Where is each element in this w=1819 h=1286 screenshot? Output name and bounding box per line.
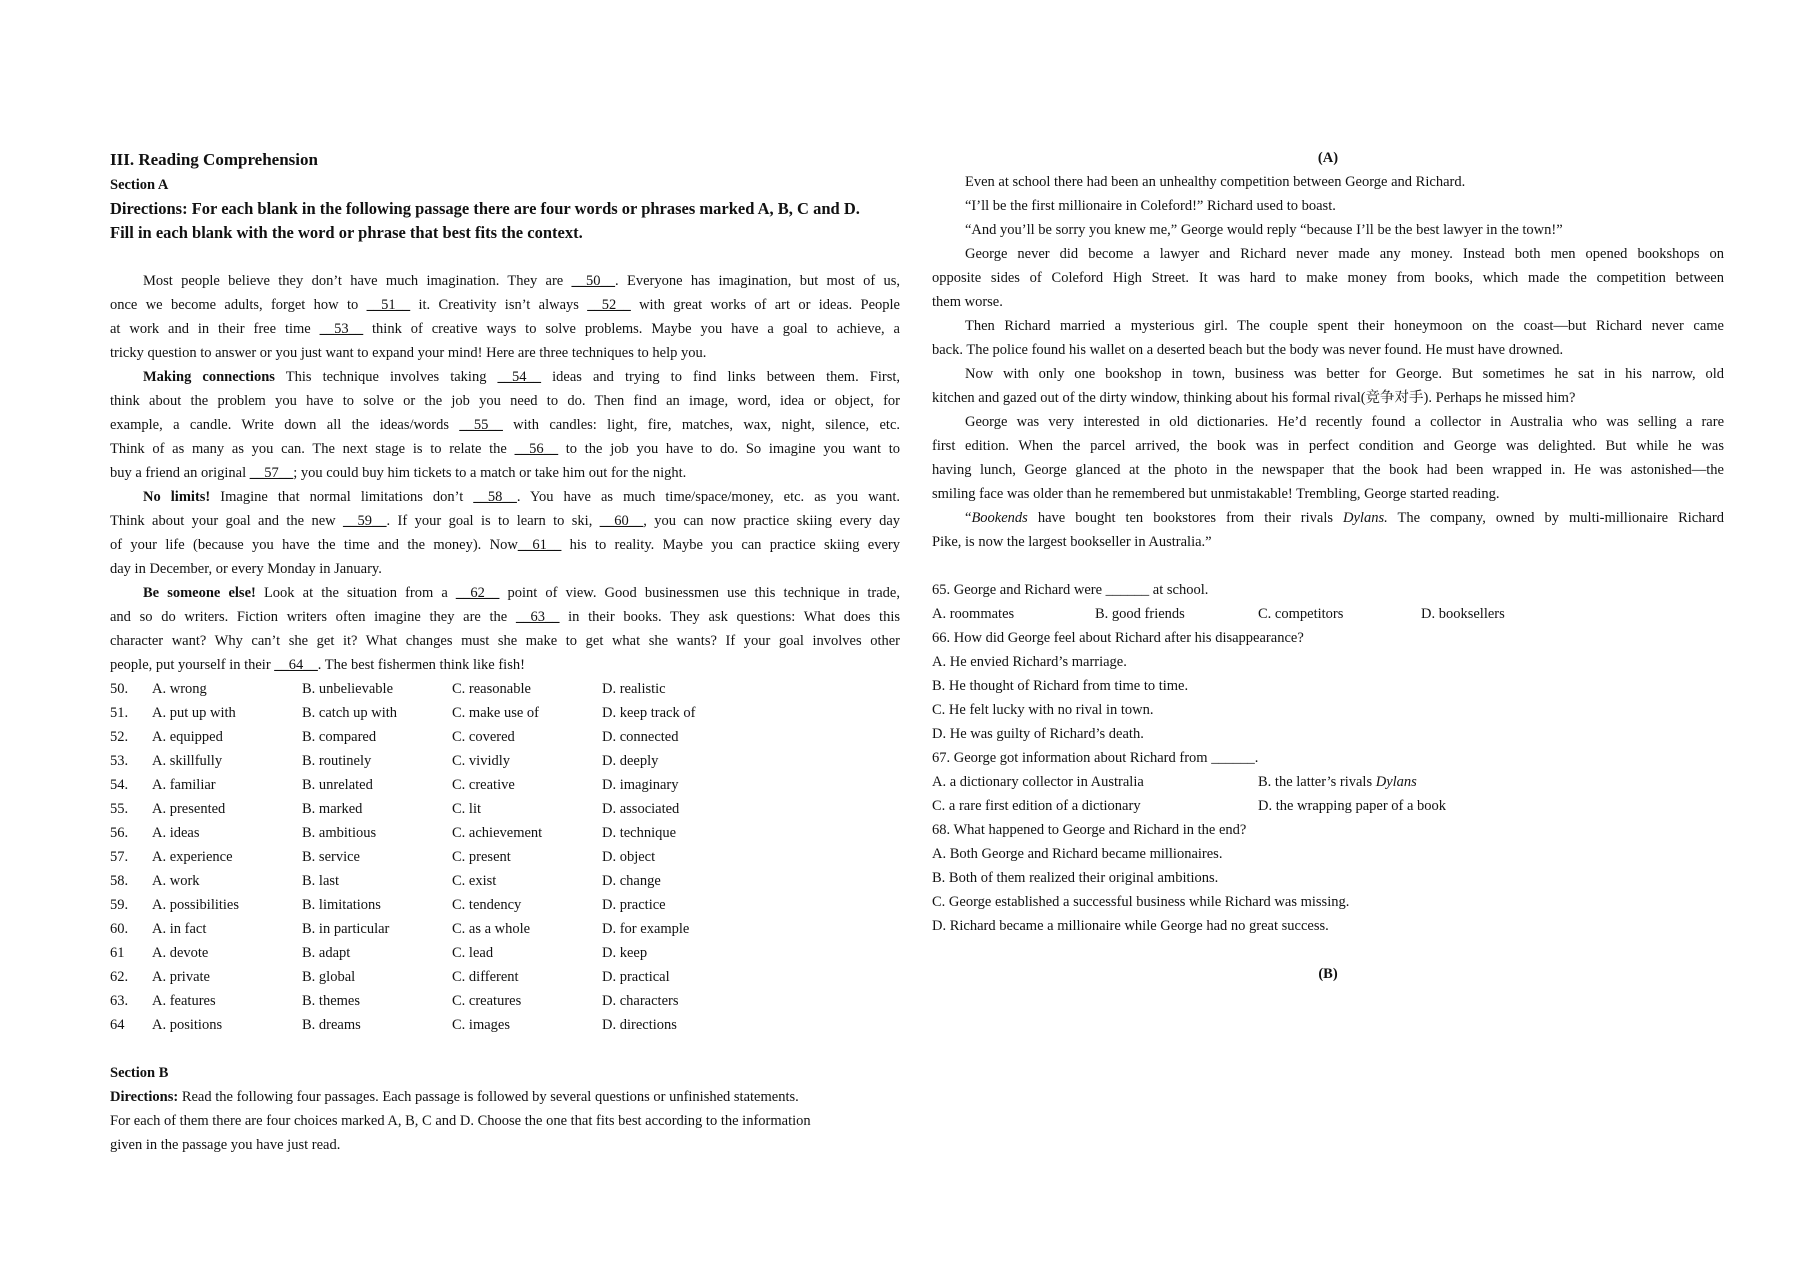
passage-line	[110, 653, 900, 677]
option-D[interactable]: D. practical	[602, 969, 670, 985]
option-C[interactable]: C. vividly	[452, 753, 511, 769]
passage-line	[110, 605, 900, 629]
blank-62: __62__	[455, 585, 500, 601]
question-65: 65. George and Richard were ______ at school.	[932, 582, 1209, 598]
passage-a-label: (A)	[1317, 150, 1339, 166]
blank-51: __51__	[366, 297, 411, 313]
option-D[interactable]: D. change	[602, 873, 661, 889]
q65-option-d[interactable]: D. booksellers	[1421, 606, 1505, 622]
option-row-58	[110, 869, 900, 893]
option-D[interactable]: D. connected	[602, 729, 679, 745]
q68-option-a[interactable]: A. Both George and Richard became millionaires.	[932, 846, 1223, 862]
passage-a-line: first edition. When the parcel arrived, the book was in perfect condition and George was delighted. But while he was	[932, 438, 1724, 454]
section-a-label: Section A	[110, 177, 169, 193]
passage-text: . The best fishermen think like fish!	[317, 657, 525, 673]
quote-mark: “	[965, 510, 972, 526]
option-B[interactable]: B. in particular	[302, 921, 390, 937]
passage-a-quote-1	[932, 506, 1724, 530]
option-A[interactable]: A. private	[152, 969, 210, 985]
directions-label: Directions:	[110, 1089, 179, 1105]
option-row-61	[110, 941, 900, 965]
option-D[interactable]: D. deeply	[602, 753, 659, 769]
option-row-54	[110, 773, 900, 797]
option-C[interactable]: C. lit	[452, 801, 482, 817]
page-title: III. Reading Comprehension	[110, 150, 318, 169]
passage-text: to the job you have to do. So imagine you want to	[558, 441, 900, 457]
passage-text: Imagine that normal limitations don’t	[210, 489, 474, 505]
passage-text: character want? Why can’t she get it? What changes must she make to get what she wants? If your goal involves other	[110, 633, 900, 649]
option-row-55	[110, 797, 900, 821]
option-B[interactable]: B. catch up with	[302, 705, 398, 721]
blank-64: __64__	[274, 657, 318, 673]
option-C[interactable]: C. present	[452, 849, 511, 865]
question-68-options	[932, 842, 1724, 938]
paragraph-heading: No limits!	[143, 489, 211, 505]
section-a-directions-2: Fill in each blank with the word or phrase that best fits the context.	[110, 223, 583, 242]
q67-option-b-text: B. the latter’s rivals	[1258, 774, 1376, 790]
q65-option-a[interactable]: A. roommates	[932, 606, 1015, 622]
option-A[interactable]: A. possibilities	[152, 897, 240, 913]
passage-text: day in December, or every Monday in January.	[110, 561, 382, 577]
section-b-directions-line	[110, 1109, 900, 1133]
option-C[interactable]: C. make use of	[452, 705, 539, 721]
option-D[interactable]: D. keep	[602, 945, 648, 961]
passage-line	[110, 437, 900, 461]
question-number: 62.	[110, 969, 129, 985]
option-A[interactable]: A. in fact	[152, 921, 207, 937]
option-A[interactable]: A. experience	[152, 849, 233, 865]
question-number: 63.	[110, 993, 129, 1009]
cloze-options	[110, 677, 900, 1037]
passage-text: it. Creativity isn’t always	[410, 297, 588, 313]
passage-text: with great works of art or ideas. People	[630, 297, 900, 313]
question-number: 56.	[110, 825, 129, 841]
passage-line	[110, 533, 900, 557]
section-b-label: Section B	[110, 1065, 169, 1081]
option-row-63	[110, 989, 900, 1013]
passage-line	[110, 293, 900, 317]
q66-option-c[interactable]: C. He felt lucky with no rival in town.	[932, 702, 1154, 718]
question-66: 66. How did George feel about Richard after his disappearance?	[932, 630, 1304, 646]
left-column	[110, 146, 900, 1157]
passage-a-line: them worse.	[932, 294, 1003, 310]
option-C[interactable]: C. lead	[452, 945, 494, 961]
passage-a-line: George never did become a lawyer and Richard never made any money. Instead both men opened bookshops on	[965, 246, 1724, 262]
passage-a-line: “And you’ll be sorry you knew me,” George would reply “because I’ll be the best lawyer in the town!”	[965, 222, 1563, 238]
option-B[interactable]: B. unrelated	[302, 777, 373, 793]
option-row-53	[110, 749, 900, 773]
passage-a-line: smiling face was older than he remembered but unmistakable! Trembling, George started reading.	[932, 486, 1500, 502]
q66-option-b[interactable]: B. He thought of Richard from time to time.	[932, 678, 1189, 694]
dylans-name: Dylans.	[1343, 510, 1388, 526]
question-number: 57.	[110, 849, 129, 865]
option-row-56	[110, 821, 900, 845]
question-number: 54.	[110, 777, 129, 793]
section-a-directions	[110, 197, 900, 221]
passage-line	[110, 629, 900, 653]
passage-b-label: (B)	[1318, 966, 1338, 982]
option-B[interactable]: B. ambitious	[302, 825, 377, 841]
passage-text: ; you could buy him tickets to a match or take him out for the night.	[293, 465, 687, 481]
option-A[interactable]: A. work	[152, 873, 200, 889]
cloze-passage	[110, 269, 900, 677]
option-B[interactable]: B. last	[302, 873, 340, 889]
question-67-options-cd	[932, 794, 1724, 818]
section-b-directions	[110, 1085, 900, 1157]
passage-a-line: Even at school there had been an unhealthy competition between George and Richard.	[965, 174, 1466, 190]
passage-a-line: opposite sides of Coleford High Street. It was hard to make money from books, which made the competition between	[932, 270, 1724, 286]
blank-53: __53__	[319, 321, 364, 337]
option-C[interactable]: C. creatures	[452, 993, 522, 1009]
passage-line	[110, 461, 900, 485]
passage-line	[110, 557, 900, 581]
option-B[interactable]: B. global	[302, 969, 356, 985]
option-D[interactable]: D. practice	[602, 897, 666, 913]
option-D[interactable]: D. associated	[602, 801, 680, 817]
passage-a-line: George was very interested in old dictionaries. He’d recently found a collector in Australia who was selling a rare	[965, 414, 1724, 430]
passage-text: once we become adults, forget how to	[110, 297, 367, 313]
blank-56: __56__	[514, 441, 559, 457]
question-number: 55.	[110, 801, 129, 817]
option-A[interactable]: A. put up with	[152, 705, 236, 721]
q68-option-b[interactable]: B. Both of them realized their original ambitions.	[932, 870, 1219, 886]
passage-text: his to reality. Maybe you can practice skiing every	[561, 537, 900, 553]
option-C[interactable]: C. exist	[452, 873, 497, 889]
passage-line	[110, 581, 900, 605]
blank-55: __55__	[459, 417, 503, 433]
passage-a-line: “I’ll be the first millionaire in Coleford!” Richard used to boast.	[965, 198, 1336, 214]
option-C[interactable]: C. as a whole	[452, 921, 531, 937]
question-number: 52.	[110, 729, 129, 745]
passage-text: tricky question to answer or you just want to expand your mind! Here are three techniques to help you.	[110, 345, 707, 361]
option-row-50	[110, 677, 900, 701]
option-row-51	[110, 701, 900, 725]
question-number: 61	[110, 945, 125, 961]
option-D[interactable]: D. object	[602, 849, 656, 865]
q68-option-d[interactable]: D. Richard became a millionaire while George had no great success.	[932, 918, 1329, 934]
option-A[interactable]: A. presented	[152, 801, 226, 817]
q65-option-b[interactable]: B. good friends	[1095, 606, 1185, 622]
passage-text: , you can now practice skiing every day	[643, 513, 901, 529]
right-column	[932, 146, 1724, 986]
passage-line	[110, 317, 900, 341]
option-B[interactable]: B. marked	[302, 801, 363, 817]
option-B[interactable]: B. compared	[302, 729, 377, 745]
passage-text: . You have as much time/space/money, etc. as you want.	[516, 489, 900, 505]
q67-option-b[interactable]	[1258, 770, 1417, 794]
passage-text: This technique involves taking	[274, 369, 498, 385]
passage-text: Think of as many as you can. The next stage is to relate the	[110, 441, 515, 457]
q68-option-c[interactable]: C. George established a successful business while Richard was missing.	[932, 894, 1350, 910]
passage-line	[110, 413, 900, 437]
directions-text: For each of them there are four choices marked A, B, C and D. Choose the one that fits best according to the information	[110, 1113, 811, 1129]
directions-text: Read the following four passages. Each passage is followed by several questions or unfinished statements.	[178, 1089, 799, 1105]
passage-text: ideas and trying to find links between them. First,	[541, 369, 901, 385]
directions-label: Directions:	[110, 199, 188, 218]
blank-50: __50__	[571, 273, 616, 289]
bookends-name: Bookends	[971, 510, 1028, 526]
option-row-59	[110, 893, 900, 917]
option-D[interactable]: D. technique	[602, 825, 677, 841]
blank-63: __63__	[515, 609, 560, 625]
blank-60: __60__	[599, 513, 644, 529]
option-A[interactable]: A. skillfully	[152, 753, 223, 769]
option-B[interactable]: B. adapt	[302, 945, 351, 961]
question-number: 53.	[110, 753, 129, 769]
q65-option-c[interactable]: C. competitors	[1258, 606, 1344, 622]
passage-line	[110, 509, 900, 533]
blank-54: __54__	[497, 369, 542, 385]
question-number: 59.	[110, 897, 129, 913]
option-A[interactable]: A. ideas	[152, 825, 200, 841]
option-C[interactable]: C. tendency	[452, 897, 522, 913]
option-C[interactable]: C. achievement	[452, 825, 543, 841]
option-C[interactable]: C. covered	[452, 729, 515, 745]
option-A[interactable]: A. equipped	[152, 729, 223, 745]
directions-text: given in the passage you have just read.	[110, 1137, 341, 1153]
option-C[interactable]: C. reasonable	[452, 681, 531, 697]
passage-text: with candles: light, fire, matches, wax, night, silence, etc.	[502, 417, 901, 433]
passage-text: example, a candle. Write down all the ideas/words	[110, 417, 460, 433]
option-row-64	[110, 1013, 900, 1037]
passage-text: and so do writers. Fiction writers often imagine they are the	[110, 609, 516, 625]
passage-text: . Everyone has imagination, but most of us,	[615, 273, 900, 289]
question-number: 64	[110, 1017, 125, 1033]
q67-option-c[interactable]: C. a rare first edition of a dictionary	[932, 798, 1141, 814]
question-68: 68. What happened to George and Richard in the end?	[932, 822, 1247, 838]
passage-line	[110, 365, 900, 389]
paragraph-heading: Be someone else!	[143, 585, 256, 601]
q66-option-d[interactable]: D. He was guilty of Richard’s death.	[932, 726, 1144, 742]
passage-text: point of view. Good businessmen use this technique in trade,	[499, 585, 900, 601]
passage-text: think of creative ways to solve problems. Maybe you have a goal to achieve, a	[363, 321, 900, 337]
option-D[interactable]: D. characters	[602, 993, 679, 1009]
section-b-directions-line	[110, 1085, 900, 1109]
passage-a-quote-2: Pike, is now the largest bookseller in Australia.”	[932, 534, 1212, 550]
option-D[interactable]: D. imaginary	[602, 777, 679, 793]
passage-text: at work and in their free time	[110, 321, 320, 337]
q67-option-b-italic: Dylans	[1375, 774, 1417, 790]
passage-a-line: Then Richard married a mysterious girl. The couple spent their honeymoon on the coast—but Richard never came	[965, 318, 1724, 334]
blank-52: __52__	[587, 297, 631, 313]
question-number: 51.	[110, 705, 129, 721]
option-A[interactable]: A. devote	[152, 945, 209, 961]
question-66-options	[932, 650, 1724, 746]
option-row-52	[110, 725, 900, 749]
option-A[interactable]: A. familiar	[152, 777, 216, 793]
option-D[interactable]: D. keep track of	[602, 705, 696, 721]
blank-59: __59__	[343, 513, 387, 529]
quote-rest: The company, owned by multi-millionaire Richard	[1387, 510, 1724, 526]
passage-a-line: kitchen and gazed out of the dirty window, thinking about his formal rival(竞争对手). Perhaps he missed him?	[932, 390, 1576, 406]
passage-text: . If your goal is to learn to ski,	[386, 513, 600, 529]
question-67-options-ab	[932, 770, 1724, 794]
passage-line	[110, 269, 900, 293]
passage-text: Look at the situation from a	[255, 585, 456, 601]
passage-line	[110, 341, 900, 365]
option-row-60	[110, 917, 900, 941]
question-number: 60.	[110, 921, 129, 937]
option-D[interactable]: D. realistic	[602, 681, 666, 697]
blank-61: __61__	[517, 537, 562, 553]
option-C[interactable]: C. different	[452, 969, 519, 985]
q66-option-a[interactable]: A. He envied Richard’s marriage.	[932, 654, 1127, 670]
option-A[interactable]: A. positions	[152, 1017, 223, 1033]
option-A[interactable]: A. features	[152, 993, 216, 1009]
option-row-62	[110, 965, 900, 989]
option-B[interactable]: B. service	[302, 849, 360, 865]
passage-text: think about the problem you have to solve or the job you need to do. Then find an image, word, idea or object, for	[110, 393, 900, 409]
passage-text: Most people believe they don’t have much imagination. They are	[143, 273, 572, 289]
question-number: 58.	[110, 873, 129, 889]
section-b-directions-line	[110, 1133, 900, 1157]
passage-a-line: back. The police found his wallet on a deserted beach but the body was never found. He must have drowned.	[932, 342, 1564, 358]
question-65-options	[932, 602, 1724, 626]
question-67: 67. George got information about Richard from ______.	[932, 750, 1259, 766]
passage-line	[110, 389, 900, 413]
passage-text: in their books. They ask questions: What does this	[559, 609, 901, 625]
passage-a-line: Now with only one bookshop in town, business was better for George. But sometimes he sat in his narrow, old	[965, 366, 1724, 382]
passage-text: people, put yourself in their	[110, 657, 275, 673]
quote-mid: have bought ten bookstores from their rivals	[1027, 510, 1344, 526]
option-A[interactable]: A. wrong	[152, 681, 207, 697]
passage-text: Think about your goal and the new	[110, 513, 344, 529]
passage-text: of your life (because you have the time and the money). Now	[110, 537, 518, 553]
directions-text-1: For each blank in the following passage there are four words or phrases marked A, B, C and D.	[191, 199, 860, 218]
option-row-57	[110, 845, 900, 869]
option-B[interactable]: B. unbelievable	[302, 681, 394, 697]
option-B[interactable]: B. limitations	[302, 897, 381, 913]
passage-line	[110, 485, 900, 509]
q67-option-a[interactable]: A. a dictionary collector in Australia	[932, 774, 1144, 790]
option-C[interactable]: C. creative	[452, 777, 515, 793]
passage-a-line: having lunch, George glanced at the photo in the newspaper that the book had been wrapped in. He was astonished—the	[932, 462, 1724, 478]
blank-58: __58__	[473, 489, 517, 505]
option-B[interactable]: B. dreams	[302, 1017, 361, 1033]
paragraph-heading: Making connections	[143, 369, 275, 385]
option-B[interactable]: B. themes	[302, 993, 360, 1009]
blank-57: __57__	[249, 465, 294, 481]
option-C[interactable]: C. images	[452, 1017, 510, 1033]
q67-option-d[interactable]: D. the wrapping paper of a book	[1258, 798, 1447, 814]
passage-a-text	[932, 170, 1724, 506]
passage-text: buy a friend an original	[110, 465, 250, 481]
option-B[interactable]: B. routinely	[302, 753, 372, 769]
question-number: 50.	[110, 681, 129, 697]
option-D[interactable]: D. directions	[602, 1017, 677, 1033]
option-D[interactable]: D. for example	[602, 921, 690, 937]
